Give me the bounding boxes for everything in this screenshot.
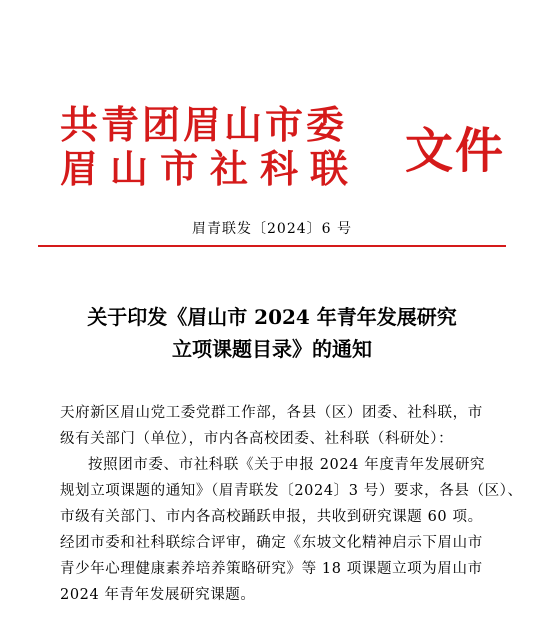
paragraph-line: 按照团市委、市社科联《关于申报 2024 年度青年发展研究 [88,457,486,473]
paragraph-line: 经团市委和社科联综合评审，确定《东坡文化精神启示下眉山市 [60,535,483,551]
issuer-name-line-2: 眉山市社科联 [60,147,361,191]
notice-title-line-1: 关于印发《眉山市 2024 年青年发展研究 [87,305,457,329]
body-paragraph [60,452,523,608]
paragraph-line: 2024 年青年发展研究课题。 [60,587,256,603]
salutation-line: 天府新区眉山党工委党群工作部，各县（区）团委、社科联，市 [60,405,483,421]
salutation [60,400,500,452]
paragraph-line: 规划立项课题的通知》（眉青联发〔2024〕3 号）要求，各县（区）、 [60,483,523,499]
document-type-label: 文件 [405,123,506,179]
salutation-line: 级有关部门（单位），市内各高校团委、社科联（科研处）： [60,431,454,447]
paragraph-line: 市级有关部门、市内各高校踊跃申报，共收到研究课题 60 项。 [60,509,483,525]
red-separator-line [38,245,506,247]
notice-title-line-2: 立项课题目录》的通知 [172,337,372,361]
paragraph-line: 青少年心理健康素养培养策略研究》等 18 项课题立项为眉山市 [60,561,483,577]
issuer-name-line-1: 共青团眉山市委 [60,103,348,147]
document-number: 眉青联发〔2024〕6 号 [192,221,352,237]
